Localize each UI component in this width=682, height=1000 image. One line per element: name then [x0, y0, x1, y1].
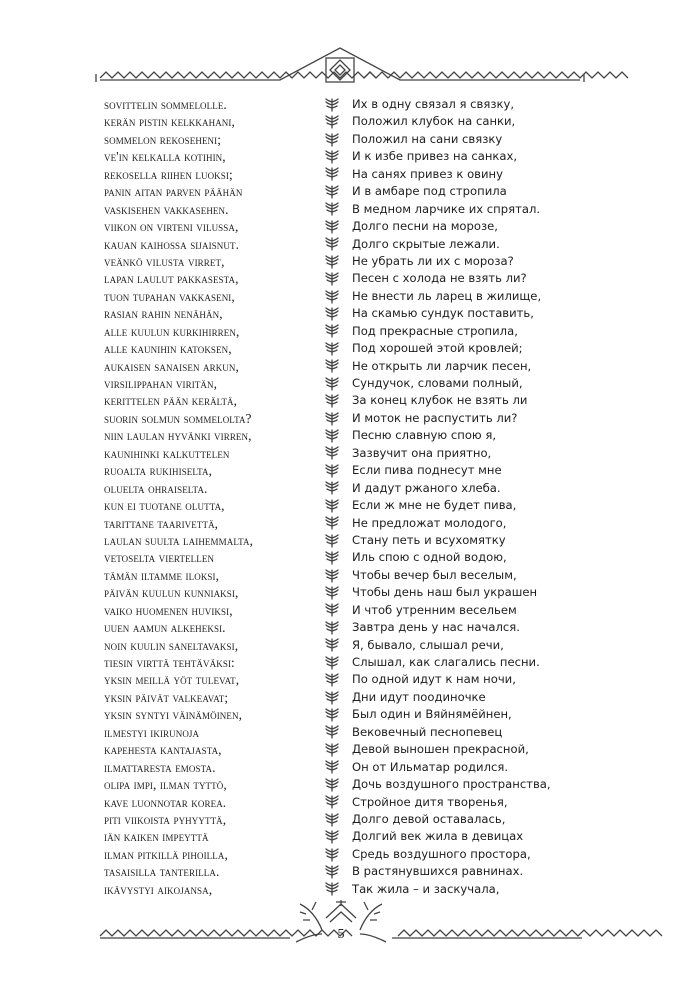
wheat-sprig-icon	[324, 324, 340, 338]
wheat-sprig-icon	[324, 795, 340, 809]
sprig-row	[320, 131, 344, 148]
finnish-line: vaiko huomenen huviksi,	[104, 602, 233, 618]
finnish-line: rekosella riihen luoksi;	[104, 166, 233, 182]
russian-line: Средь воздушного простора,	[352, 846, 531, 861]
finnish-line: päivän kuulun kunniaksi,	[104, 585, 239, 601]
russian-line: Под прекрасные стропила,	[352, 323, 518, 338]
sprig-row	[320, 340, 344, 357]
sprig-row	[320, 270, 344, 287]
sprig-row	[320, 759, 344, 776]
finnish-line: ruoalta rukihiselta,	[104, 463, 213, 479]
wheat-sprig-icon	[324, 743, 340, 757]
finnish-line: alle kuulun kurkihirren,	[104, 323, 240, 339]
wheat-sprig-icon	[324, 342, 340, 356]
russian-line: Был один и Вяйнямёйнен,	[352, 707, 512, 722]
sprig-row	[320, 637, 344, 654]
russian-line: Девой выношен прекрасной,	[352, 742, 529, 757]
wheat-sprig-icon	[324, 534, 340, 548]
russian-line: Не внести ль ларец в жилище,	[352, 288, 542, 303]
wheat-sprig-icon	[324, 708, 340, 722]
finnish-line: tasaisilla tanterilla.	[104, 864, 220, 880]
finnish-line: piti viikoista pyhyyttä,	[104, 811, 227, 827]
finnish-line: kerän pistin kelkkahani,	[104, 114, 235, 130]
russian-line: И дадут ржаного хлеба.	[352, 480, 501, 495]
finnish-line: kauan kaihossa sijaisnut.	[104, 236, 240, 252]
russian-line: Так жила – и заскучала,	[352, 881, 500, 896]
sprig-row	[320, 584, 344, 601]
sprig-row	[320, 602, 344, 619]
sprig-row	[320, 515, 344, 532]
russian-line: Чтобы вечер был веселым,	[352, 567, 517, 582]
sprig-row	[320, 96, 344, 113]
wheat-sprig-icon	[324, 185, 340, 199]
russian-line: Вековечный песнопевец	[352, 724, 503, 739]
sprig-row	[320, 236, 344, 253]
russian-line: Я, бывало, слышал речи,	[352, 637, 504, 652]
sprig-row	[320, 532, 344, 549]
wheat-sprig-icon	[324, 813, 340, 827]
russian-line: Не убрать ли их с мороза?	[352, 253, 514, 268]
russian-line: На скамью сундук поставить,	[352, 306, 534, 321]
finnish-line: niin laulan hyvänki virren,	[104, 428, 252, 444]
russian-line: Не открыть ли ларчик песен,	[352, 358, 532, 373]
russian-line: Их в одну связал я связку,	[352, 97, 515, 111]
russian-line: Если ж мне не будет пива,	[352, 498, 517, 513]
russian-line: Дни идут поодиночке	[352, 689, 486, 704]
sprig-row	[320, 689, 344, 706]
wheat-sprig-icon	[324, 202, 340, 216]
russian-line: Песен с холода не взять ли?	[352, 271, 527, 286]
wheat-sprig-icon	[324, 237, 340, 251]
russian-line: Долго песни на морозе,	[352, 219, 498, 234]
russian-line: И чтоб утренним весельем	[352, 602, 517, 617]
russian-line: Положил на сани связку	[352, 131, 503, 146]
wheat-sprig-icon	[324, 133, 340, 147]
russian-line: Не предложат молодого,	[352, 515, 507, 530]
finnish-line: olipa impi, ilman tyttö,	[104, 777, 227, 793]
sprig-row	[320, 846, 344, 863]
sprig-row	[320, 567, 344, 584]
finnish-line: oluelta ohraiselta.	[104, 480, 208, 496]
page-number: 5	[337, 927, 345, 942]
sprig-row	[320, 392, 344, 409]
wheat-sprig-icon	[324, 394, 340, 408]
top-ornament-border	[0, 40, 682, 100]
finnish-line: kaunihinki kalkuttelen	[104, 445, 230, 461]
wheat-sprig-icon	[324, 865, 340, 879]
finnish-line: tuon tupahan vakkaseni,	[104, 288, 235, 304]
russian-line: И в амбаре под стропила	[352, 184, 507, 199]
folk-pattern-icon	[0, 40, 682, 100]
finnish-line: laulan suulta laihemmalta,	[104, 532, 254, 548]
wheat-sprig-icon	[324, 255, 340, 269]
sprig-row	[320, 619, 344, 636]
russian-line: За конец клубок не взять ли	[352, 393, 528, 408]
wheat-sprig-icon	[324, 691, 340, 705]
sprig-row	[320, 323, 344, 340]
finnish-line: yksin meillä yöt tulevat,	[104, 672, 240, 688]
wheat-sprig-icon	[324, 586, 340, 600]
russian-line: На санях привез к овину	[352, 166, 503, 181]
wheat-sprig-icon	[324, 377, 340, 391]
russian-line: Положил клубок на санки,	[352, 114, 516, 129]
finnish-line: uuen aamun alkeheksi.	[104, 620, 226, 636]
finnish-line: noin kuulin saneltavaksi,	[104, 637, 239, 653]
russian-line: В растянувшихся равнинах.	[352, 864, 524, 879]
wheat-sprig-icon	[324, 481, 340, 495]
russian-text-column	[352, 96, 612, 898]
wheat-sprig-icon	[324, 272, 340, 286]
russian-line: Сундучок, словами полный,	[352, 376, 523, 390]
finnish-line: kapehesta kantajasta,	[104, 742, 222, 758]
wheat-sprig-icon	[324, 446, 340, 460]
wheat-sprig-icon	[324, 778, 340, 792]
wheat-sprig-icon	[324, 725, 340, 739]
russian-line: Слышал, как слагались песни.	[352, 655, 540, 669]
sprig-row	[320, 549, 344, 566]
finnish-line: yksin päivät valkeavat;	[104, 689, 229, 705]
finnish-line: iän kaiken impeyttä	[104, 829, 209, 845]
finnish-line: ilmestyi ikirunoja	[104, 724, 200, 740]
sprig-row	[320, 288, 344, 305]
russian-line: Долго девой оставалась,	[352, 811, 506, 826]
sprig-row	[320, 741, 344, 758]
russian-line: По одной идут к нам ночи,	[352, 672, 516, 687]
finnish-line: rasian rahin nenähän,	[104, 306, 223, 322]
sprig-row	[320, 811, 344, 828]
finnish-line: sovittelin sommelolle.	[104, 97, 227, 112]
wheat-sprig-icon	[324, 621, 340, 635]
russian-line: Иль спою с одной водою,	[352, 550, 507, 565]
finnish-line: lapan laulut pakkasesta,	[104, 271, 239, 287]
finnish-line: alle kaunihin katoksen,	[104, 341, 232, 357]
wheat-sprig-icon	[324, 412, 340, 426]
wheat-sprig-icon	[324, 516, 340, 530]
finnish-line: panin aitan parven päähän	[104, 184, 243, 200]
finnish-line: ilman pitkillä pihoilla,	[104, 846, 228, 862]
russian-line: И к избе привез на санках,	[352, 149, 518, 164]
sprig-row	[320, 183, 344, 200]
sprig-row	[320, 863, 344, 880]
wheat-sprig-icon	[324, 760, 340, 774]
sprig-row	[320, 358, 344, 375]
russian-line: Чтобы день наш был украшен	[352, 585, 538, 600]
sprig-row	[320, 724, 344, 741]
wheat-sprig-icon	[324, 656, 340, 670]
wheat-sprig-icon	[324, 830, 340, 844]
russian-line: Если пива поднесут мне	[352, 463, 502, 478]
sprig-row	[320, 305, 344, 322]
wheat-sprig-icon	[324, 638, 340, 652]
sprig-row	[320, 410, 344, 427]
finnish-line: aukaisen sanaisen arkun,	[104, 358, 239, 374]
wheat-sprig-icon	[324, 98, 340, 112]
sprig-separator-column	[320, 96, 344, 898]
wheat-sprig-icon	[324, 115, 340, 129]
finnish-line: vetoselta viertellen	[104, 550, 215, 566]
wheat-sprig-icon	[324, 673, 340, 687]
sprig-row	[320, 427, 344, 444]
wheat-sprig-icon	[324, 464, 340, 478]
russian-line: Дочь воздушного пространства,	[352, 777, 551, 792]
wheat-sprig-icon	[324, 499, 340, 513]
russian-line: И моток не распустить ли?	[352, 410, 518, 425]
finnish-line: viikon on virteni vilussa,	[104, 219, 239, 235]
finnish-line: suorin solmun sommelolta?	[104, 410, 252, 426]
finnish-line: tämän iltamme iloksi,	[104, 567, 220, 583]
sprig-row	[320, 480, 344, 497]
sprig-row	[320, 148, 344, 165]
sprig-row	[320, 828, 344, 845]
finnish-line: veänkö vilusta virret,	[104, 253, 225, 269]
wheat-sprig-icon	[324, 603, 340, 617]
sprig-row	[320, 654, 344, 671]
sprig-row	[320, 794, 344, 811]
wheat-sprig-icon	[324, 220, 340, 234]
finnish-line: vaskisehen vakkasehen.	[104, 201, 229, 217]
sprig-row	[320, 166, 344, 183]
sprig-row	[320, 497, 344, 514]
russian-line: Зазвучит она приятно,	[352, 445, 492, 460]
russian-line: Он от Ильматар родился.	[352, 759, 509, 774]
russian-line: Завтра день у нас начался.	[352, 620, 520, 635]
sprig-row	[320, 375, 344, 392]
wheat-sprig-icon	[324, 359, 340, 373]
russian-line: Долго скрытые лежали.	[352, 236, 500, 251]
sprig-row	[320, 445, 344, 462]
sprig-row	[320, 218, 344, 235]
russian-line: Стану петь и всухомятку	[352, 532, 506, 547]
finnish-line: tiesin virttä tehtäväksi:	[104, 655, 235, 670]
finnish-line: ikävystyi aikojansa,	[104, 881, 213, 897]
wheat-sprig-icon	[324, 848, 340, 862]
wheat-sprig-icon	[324, 551, 340, 565]
russian-line: В медном ларчике их спрятал.	[352, 201, 541, 216]
wheat-sprig-icon	[324, 569, 340, 583]
sprig-row	[320, 253, 344, 270]
sprig-row	[320, 776, 344, 793]
sprig-row	[320, 113, 344, 130]
sprig-row	[320, 201, 344, 218]
sprig-row	[320, 706, 344, 723]
wheat-sprig-icon	[324, 150, 340, 164]
finnish-line: kun ei tuotane olutta,	[104, 498, 225, 514]
finnish-line: tarittane taarivettä,	[104, 515, 219, 531]
russian-line: Долгий век жила в девицах	[352, 829, 524, 844]
wheat-sprig-icon	[324, 307, 340, 321]
finnish-line: kerittelen pään kerältä,	[104, 393, 238, 409]
russian-line: Под хорошей этой кровлей;	[352, 341, 523, 356]
finnish-line: virsilippahan viritän,	[104, 376, 218, 391]
wheat-sprig-icon	[324, 290, 340, 304]
wheat-sprig-icon	[324, 167, 340, 181]
sprig-row	[320, 671, 344, 688]
sprig-row	[320, 462, 344, 479]
finnish-line: ve'in kelkalla kotihin,	[104, 149, 226, 165]
russian-line: Стройное дитя творенья,	[352, 794, 508, 809]
finnish-line: ilmattaresta emosta.	[104, 759, 216, 775]
finnish-line: sommelon rekoseheni;	[104, 131, 222, 147]
russian-line: Песню славную спою я,	[352, 428, 497, 443]
finnish-line: yksin syntyi väinämöinen,	[104, 707, 243, 723]
finnish-text-column	[104, 96, 304, 898]
finnish-line: kave luonnotar korea.	[104, 794, 227, 810]
wheat-sprig-icon	[324, 429, 340, 443]
